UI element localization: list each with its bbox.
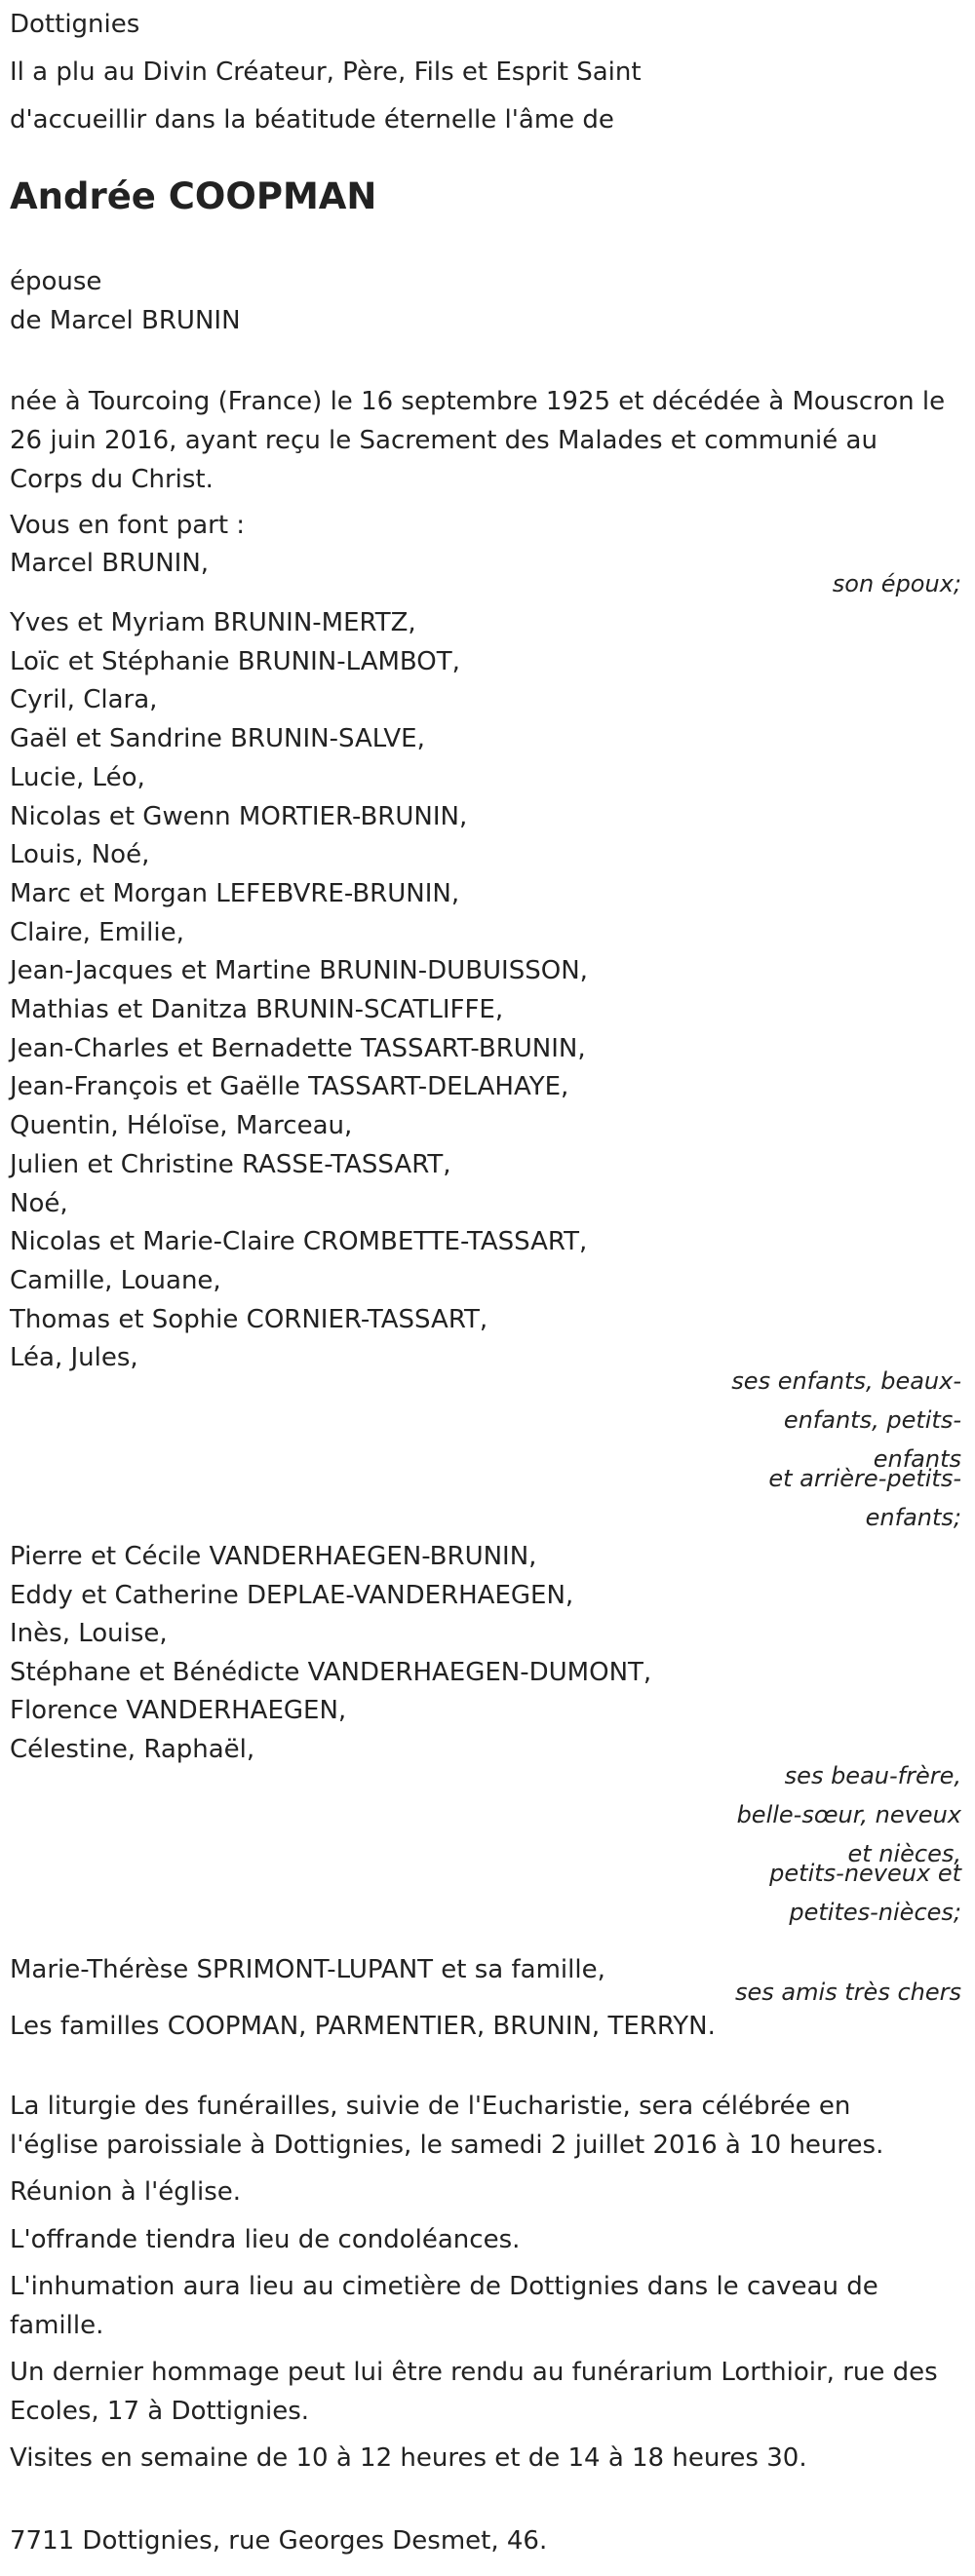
- ceremony-paragraph: La liturgie des funérailles, suivie de l'Eucharistie, sera célébrée en l'église paroissiale à Dottignies, le samedi 2 juillet 2016 à 10 heures.: [10, 2092, 884, 2160]
- note-line: enfants, petits-: [783, 1406, 961, 1434]
- list-item: Yves et Myriam BRUNIN-MERTZ,: [10, 608, 416, 637]
- ceremony-paragraph: Un dernier hommage peut lui être rendu au funérarium Lorthioir, rue des Ecoles, 17 à Dottignies.: [10, 2358, 938, 2426]
- intro-line: d'accueillir dans la béatitude éternelle l'âme de: [10, 105, 614, 135]
- note-line: petites-nièces;: [789, 1899, 961, 1926]
- deceased-name: Andrée COOPMAN: [10, 175, 377, 217]
- list-item: Célestine, Raphaël,: [10, 1735, 255, 1764]
- ceremony-paragraph: L'inhumation aura lieu au cimetière de Dottignies dans le caveau de famille.: [10, 2272, 878, 2340]
- husband-note: [682, 567, 961, 600]
- address-line: 7711 Dottignies, rue Georges Desmet, 46.: [10, 2526, 548, 2556]
- families-line: Les familles COOPMAN, PARMENTIER, BRUNIN, TERRYN.: [10, 2012, 716, 2041]
- siblings-note: [682, 1759, 961, 1929]
- spouse-line: de Marcel BRUNIN: [10, 306, 241, 335]
- note-line: ses beau-frère,: [784, 1762, 961, 1789]
- list-item: Jean-Jacques et Martine BRUNIN-DUBUISSON,: [10, 956, 588, 986]
- list-item: Florence VANDERHAEGEN,: [10, 1696, 347, 1726]
- ceremony-paragraph: L'offrande tiendra lieu de condoléances.: [10, 2225, 521, 2254]
- list-item: Louis, Noé,: [10, 840, 150, 870]
- list-item: Inès, Louise,: [10, 1619, 168, 1649]
- list-item: Mathias et Danitza BRUNIN-SCATLIFFE,: [10, 995, 504, 1024]
- note-line: ses enfants, beaux-: [731, 1367, 961, 1395]
- list-item: Quentin, Héloïse, Marceau,: [10, 1111, 353, 1141]
- list-item: Jean-Charles et Bernadette TASSART-BRUNIN,: [10, 1033, 586, 1063]
- spouse-line: épouse: [10, 267, 102, 296]
- note-line: enfants: [873, 1445, 961, 1473]
- list-item: Nicolas et Gwenn MORTIER-BRUNIN,: [10, 801, 468, 831]
- list-item: Loïc et Stéphanie BRUNIN-LAMBOT,: [10, 646, 460, 676]
- list-item: Cyril, Clara,: [10, 685, 158, 715]
- intro-line: Il a plu au Divin Créateur, Père, Fils et Esprit Saint: [10, 58, 642, 87]
- list-item: Marc et Morgan LEFEBVRE-BRUNIN,: [10, 878, 460, 908]
- list-item: Jean-François et Gaëlle TASSART-DELAHAYE,: [10, 1072, 569, 1102]
- list-item: Pierre et Cécile VANDERHAEGEN-BRUNIN,: [10, 1542, 537, 1571]
- list-item: Lucie, Léo,: [10, 762, 145, 792]
- children-note: [682, 1365, 961, 1534]
- list-item: Léa, Jules,: [10, 1343, 138, 1373]
- note-line: son époux;: [832, 570, 961, 597]
- place-line: Dottignies: [10, 10, 140, 39]
- list-item: Nicolas et Marie-Claire CROMBETTE-TASSART,: [10, 1227, 588, 1257]
- list-item: Noé,: [10, 1188, 68, 1218]
- list-item: Thomas et Sophie CORNIER-TASSART,: [10, 1304, 488, 1334]
- ceremony-paragraph: Visites en semaine de 10 à 12 heures et de 14 à 18 heures 30.: [10, 2443, 807, 2473]
- note-line: enfants;: [865, 1504, 961, 1531]
- note-line: et arrière-petits-: [768, 1465, 961, 1492]
- list-item: Claire, Emilie,: [10, 917, 184, 947]
- list-item: Camille, Louane,: [10, 1265, 221, 1295]
- note-line: petits-neveux et: [769, 1860, 961, 1887]
- list-item: Gaël et Sandrine BRUNIN-SALVE,: [10, 724, 425, 754]
- list-item: Stéphane et Bénédicte VANDERHAEGEN-DUMONT,: [10, 1657, 652, 1687]
- note-line: ses amis très chers: [734, 1979, 961, 2006]
- list-item: Julien et Christine RASSE-TASSART,: [10, 1149, 451, 1179]
- friends-note: [682, 1976, 961, 2009]
- note-line: et nièces,: [847, 1840, 961, 1867]
- list-item: Eddy et Catherine DEPLAE-VANDERHAEGEN,: [10, 1580, 574, 1610]
- friends-line: Marie-Thérèse SPRIMONT-LUPANT et sa famille,: [10, 1955, 605, 1984]
- note-line: belle-sœur, neveux: [736, 1801, 961, 1828]
- ceremony-paragraph: Réunion à l'église.: [10, 2177, 242, 2207]
- birth-death-paragraph: née à Tourcoing (France) le 16 septembre 1925 et décédée à Mouscron le 26 juin 2016, ayant reçu le Sacrement des Malades et communié au Corps du Christ.: [10, 387, 946, 494]
- announce-intro: Vous en font part :: [10, 511, 246, 540]
- husband-line: Marcel BRUNIN,: [10, 549, 210, 578]
